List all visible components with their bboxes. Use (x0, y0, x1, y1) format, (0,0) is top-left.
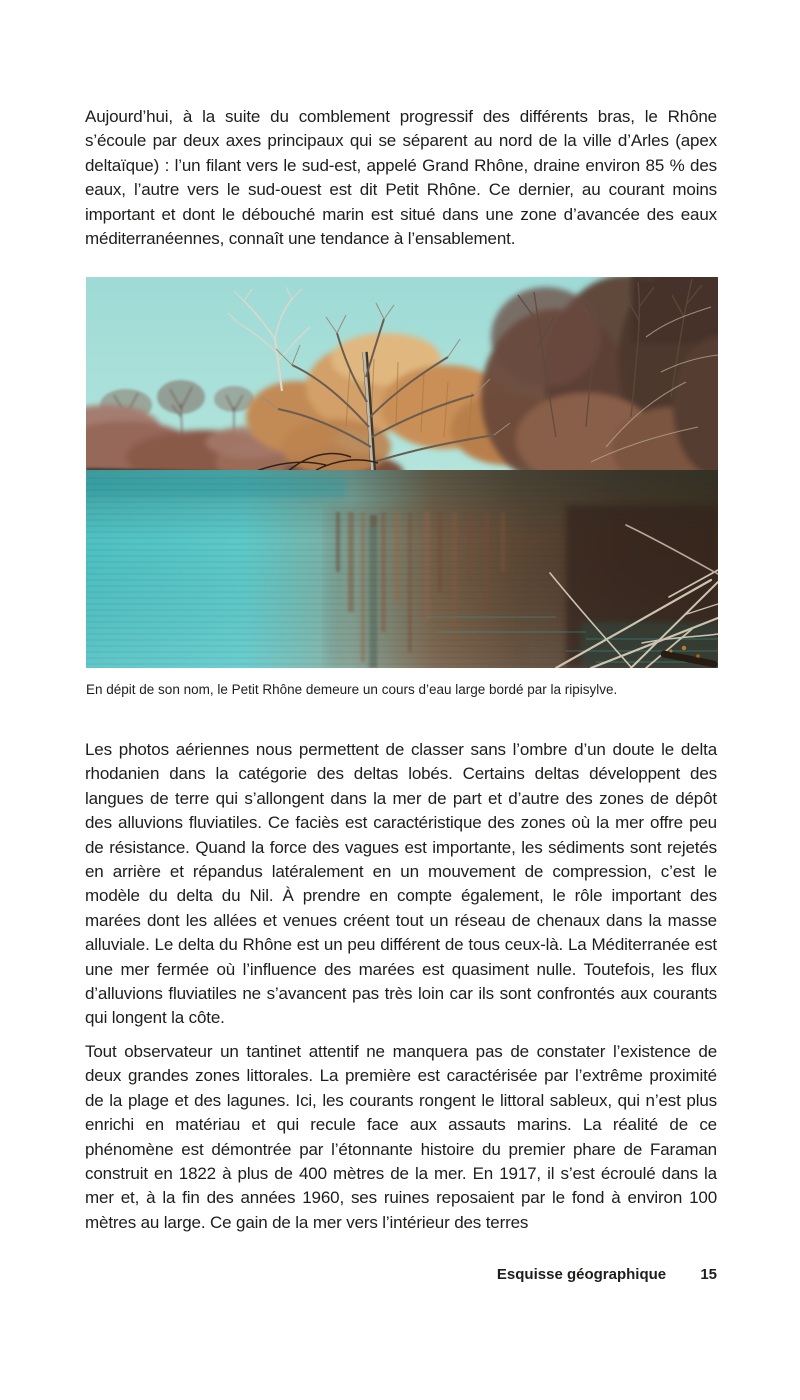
water (86, 470, 718, 668)
figure-caption: En dépit de son nom, le Petit Rhône demeure un cours d’eau large bordé par la ripisylve. (86, 682, 618, 697)
page-footer (85, 1266, 717, 1283)
paragraph-intro: Aujourd’hui, à la suite du comblement progressif des différents bras, le Rhône s’écoule par deux axes principaux qui se séparent au nord de la ville d’Arles (apex deltaïque) : l’un filant vers le sud-est, appelé Grand Rhône, draine environ 85 % des eaux, l’autre vers le sud-ouest est dit Petit Rhône. Ce dernier, au courant moins important et dont le débouché marin est situé dans une zone d’avancée des eaux méditerranéennes, connaît une tendance à l’ensablement. (85, 107, 717, 249)
river-photo-illustration (86, 277, 718, 668)
figure-petit-rhone (86, 277, 718, 698)
running-section-title: Esquisse géographique (496, 1266, 667, 1283)
page-number: 15 (700, 1266, 717, 1283)
paragraph-littoral: Tout observateur un tantinet attentif ne manquera pas de constater l’existence de deux grandes zones littorales. La première est caractérisée par l’extrême proximité de la plage et des lagunes. Ici, les courants rongent le littoral sableux, qui n’est plus enrichi en matériau et qui recule face aux assauts marins. La réalité de ce phénomène est démontrée par l’étonnante histoire du premier phare de Faraman construit en 1822 à plus de 400 mètres de la mer. En 1917, il s’est écroulé dans la mer et, à la fin des années 1960, ses ruines reposaient par le fond à environ 100 mètres au large. Ce gain de la mer vers l’intérieur des terres (85, 1041, 717, 1232)
paragraph-deltas: Les photos aériennes nous permettent de classer sans l’ombre d’un doute le delta rhodanien dans la catégorie des deltas lobés. Certains deltas développent des langues de terre qui s’allongent dans la mer de part et d’autre des zones de dépôt des alluvions fluviatiles. Ce faciès est caractéristique des zones où la mer offre peu de résistance. Quand la force des vagues est importante, les sédiments sont rejetés en arrière et répandus latéralement en un mouvement de compression, c’est le modèle du delta du Nil. À prendre en compte également, le rôle important des marées dont les allées et venues créent tout un réseau de chenaux dans la masse alluviale. Le delta du Rhône est un peu différent de tous ceux-là. La Méditerranée est une mer fermée où l’influence des marées est quasiment nulle. Toutefois, les flux d’alluvions fluviatiles ne s’avancent pas très loin car ils sont confrontés aux courants qui longent la côte. (85, 740, 717, 1028)
main-text-block (85, 738, 717, 1235)
photo-petit-rhone (86, 277, 718, 668)
